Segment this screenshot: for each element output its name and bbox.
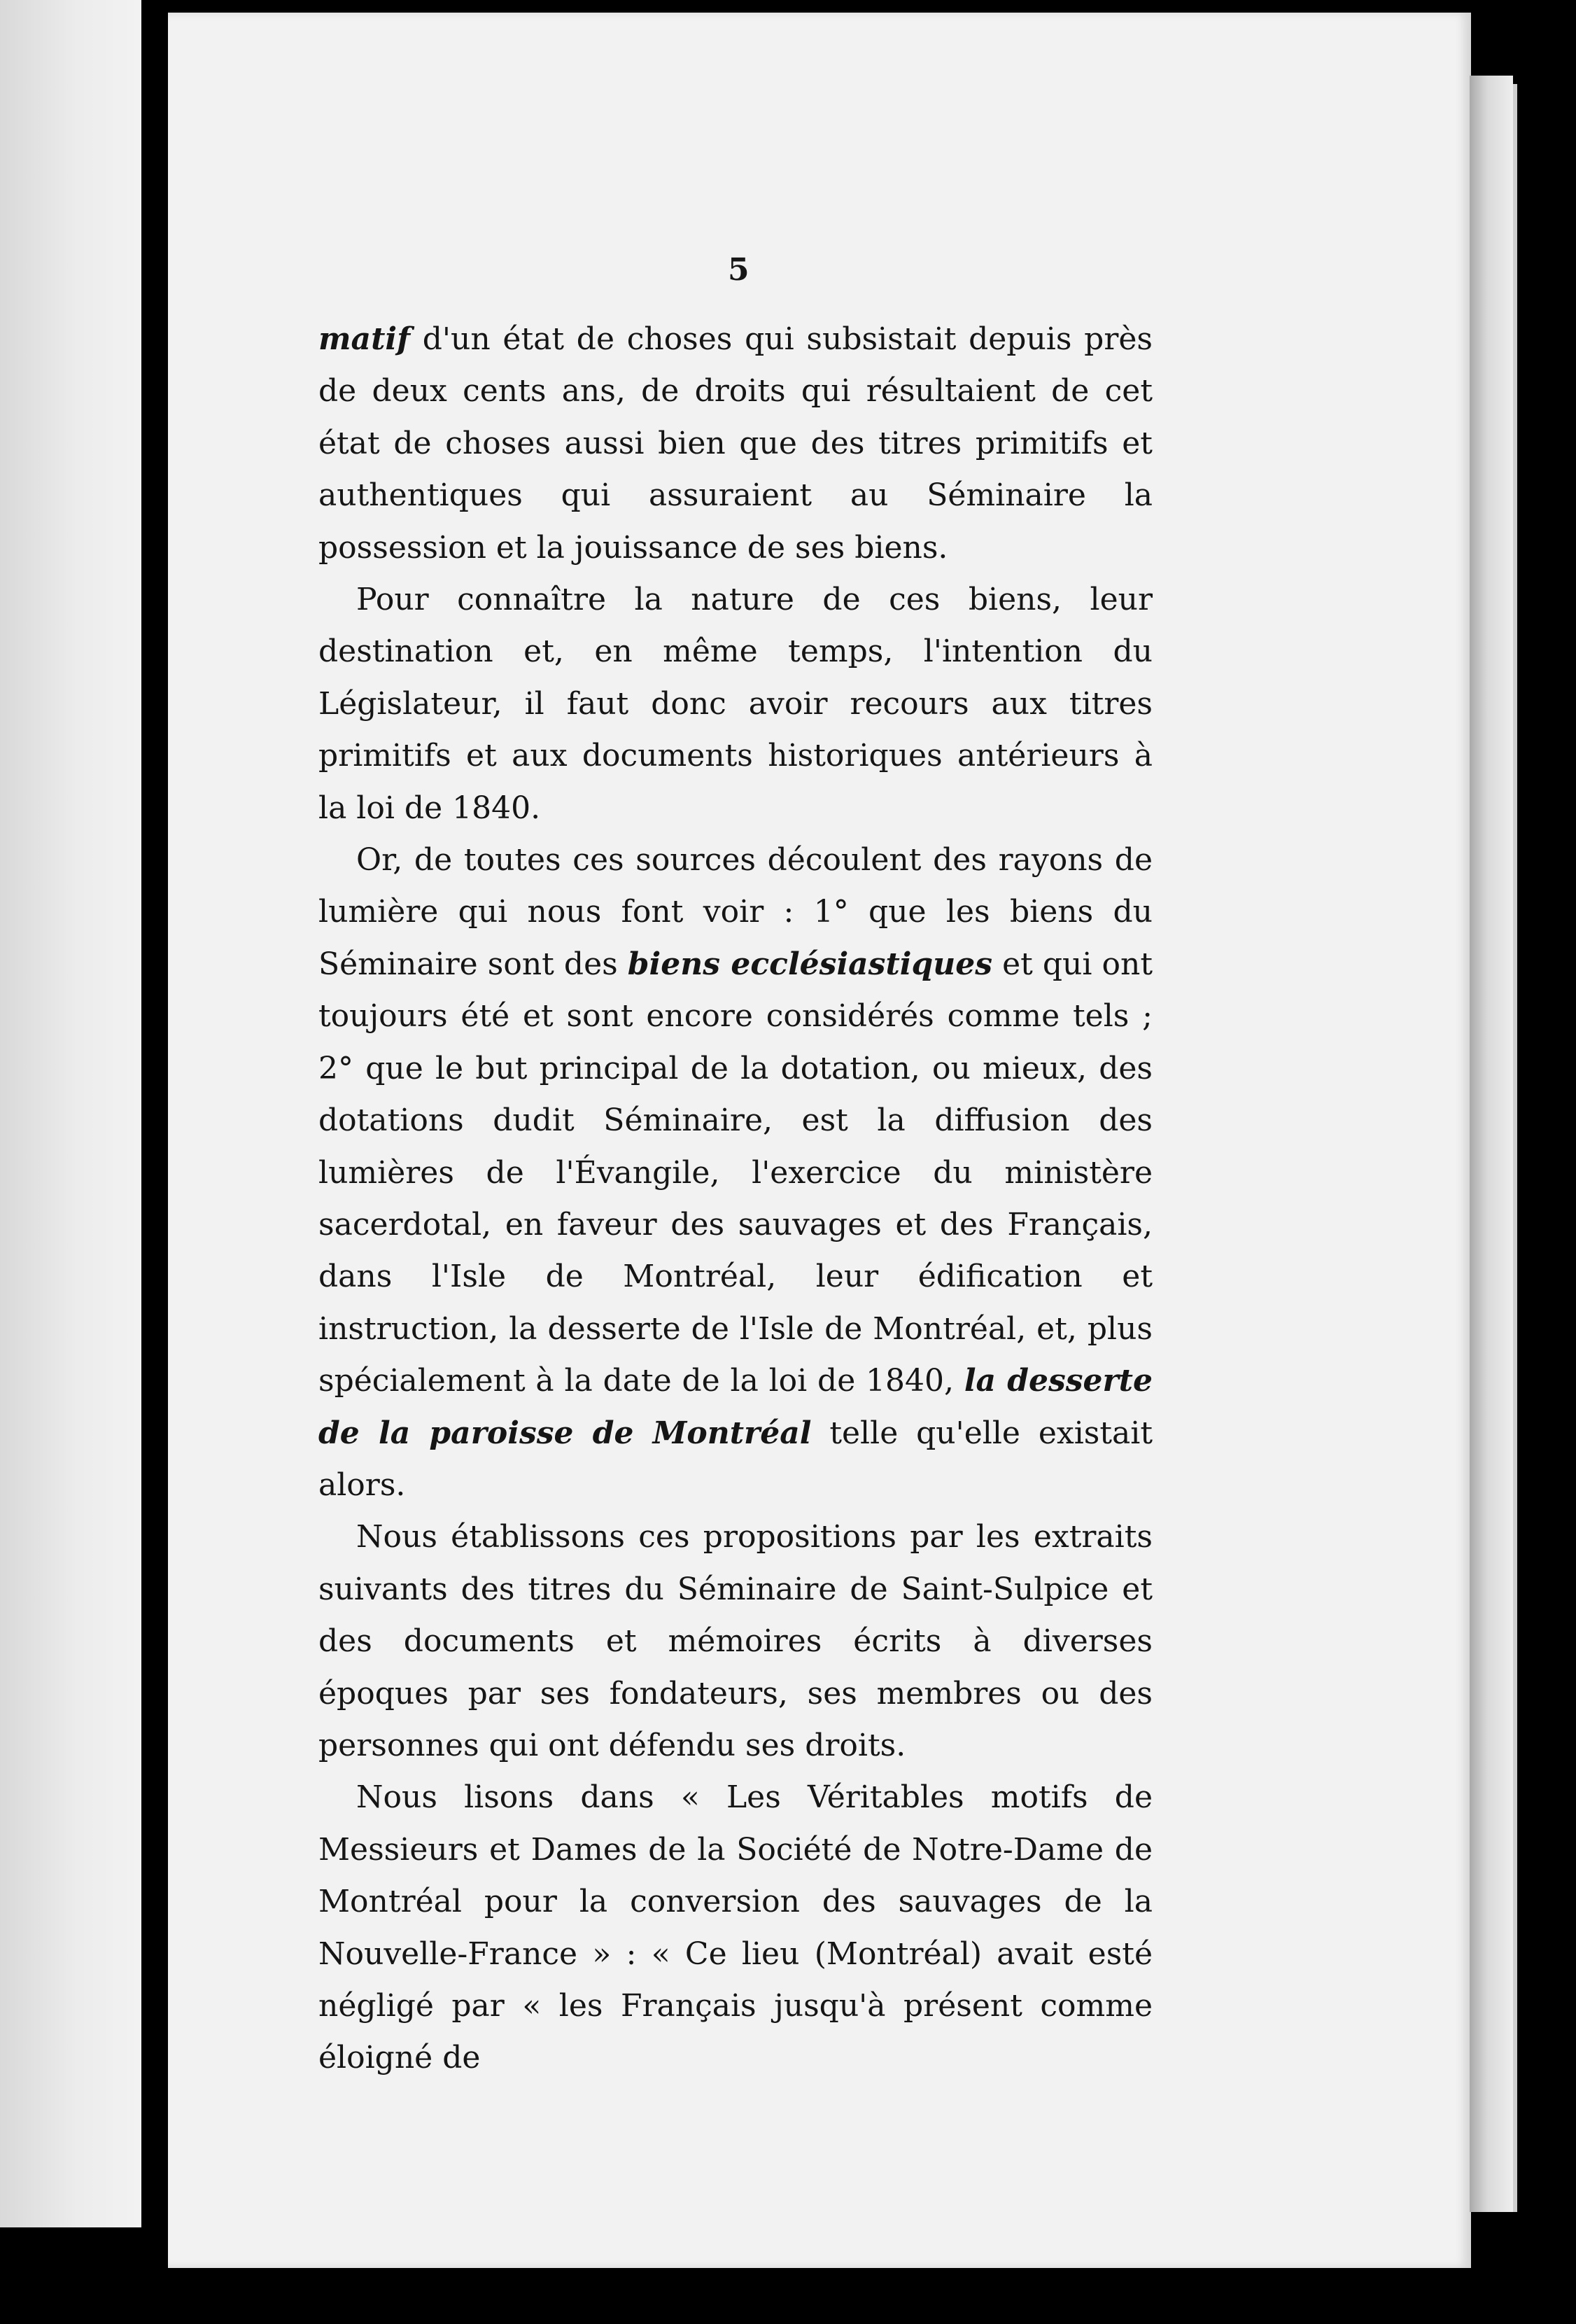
page-number: 5 <box>728 252 750 288</box>
text-run: Or, de toutes ces sources découlent des rayons de lumière qui nous font voir : 1° que les biens du Séminaire sont des <box>318 842 1153 982</box>
italic-text: biens ecclésiastiques <box>627 946 993 982</box>
text-run: et qui ont toujours été et sont encore considérés comme tels ; 2° que le but principal de la dotation, ou mieux, des dotations dudit Séminaire, est la diffusion des lumières de l'Évangile, l'exercice du ministère sacerdotal, en faveur des sauvages et des Français, dans l'Isle de Montréal, leur édification et instruction, la desserte de l'Isle de Montréal, et, plus spécialement à la date de la loi de 1840, <box>318 946 1153 1399</box>
text-run: Pour connaître la nature de ces biens, leur destination et, en même temps, l'intention du Législateur, il faut donc avoir recours aux titres primitifs et aux documents historiques antérieurs à la loi de 1840. <box>318 582 1153 826</box>
italic-text: la desserte de la paroisse de Montréal <box>318 1363 1153 1451</box>
paragraph <box>318 314 1153 574</box>
text-run: Nous lisons dans « Les Véritables motifs de Messieurs et Dames de la Société de Notre-Dame de Montréal pour la conversion des sauvages de la Nouvelle-France » : « Ce lieu (Montréal) avait esté négligé par « les Français jusqu'à présent comme éloigné de <box>318 1779 1153 2076</box>
body-text <box>318 314 1153 2085</box>
next-page-edge <box>1470 76 1513 2212</box>
text-run: d'un état de choses qui subsistait depuis près de deux cents ans, de droits qui résultaient de cet état de choses aussi bien que des titres primitifs et authentiques qui assuraient au Séminaire la possession et la jouissance de ses biens. <box>318 321 1153 566</box>
paragraph <box>318 834 1153 1511</box>
text-run: Nous établissons ces propositions par les extraits suivants des titres du Séminaire de Saint-Sulpice et des documents et mémoires écrits à diverses époques par ses fondateurs, ses membres ou des personnes qui ont défendu ses droits. <box>318 1519 1153 1763</box>
page-stack-edge <box>1513 84 1517 2212</box>
paragraph <box>318 1772 1153 2084</box>
facing-page-edge <box>0 0 141 2227</box>
paragraph <box>318 1511 1153 1772</box>
text-run: telle qu'elle existait alors. <box>318 1415 1153 1503</box>
italic-text: matif <box>318 321 411 357</box>
paragraph <box>318 574 1153 834</box>
